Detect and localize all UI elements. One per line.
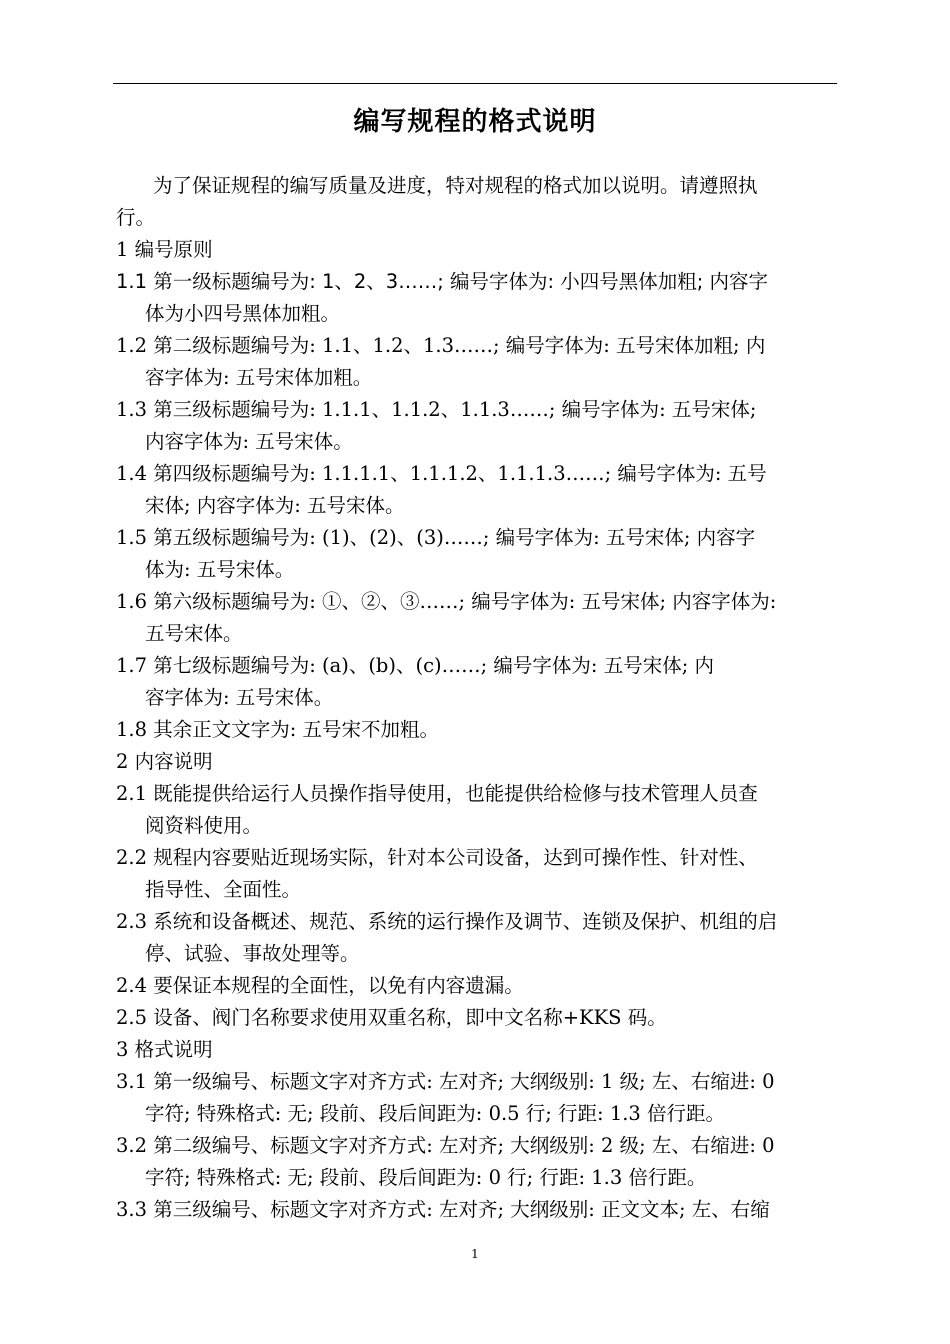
list-item <box>116 650 838 714</box>
list-item: 2.4 要保证本规程的全面性，以免有内容遗漏。 <box>116 974 524 997</box>
item-line: 内容字体为: 五号宋体。 <box>145 430 353 453</box>
item-line: 1.6 第六级标题编号为: ①、②、③……; 编号字体为: 五号宋体; 内容字体为: <box>116 590 777 613</box>
item-line: 1.1 第一级标题编号为: 1、2、3……; 编号字体为: 小四号黑体加粗; 内容字 <box>116 270 769 293</box>
item-line: 2.1 既能提供给运行人员操作指导使用，也能提供给检修与技术管理人员查 <box>116 782 758 805</box>
section-heading-2: 2 内容说明 <box>116 750 213 773</box>
item-line: 2.3 系统和设备概述、规范、系统的运行操作及调节、连锁及保护、机组的启 <box>116 910 778 933</box>
list-item <box>116 458 838 522</box>
list-item <box>116 1130 838 1194</box>
item-line: 3.1 第一级编号、标题文字对齐方式: 左对齐; 大纲级别: 1 级; 左、右缩进: 0 <box>116 1070 775 1093</box>
section-heading-3: 3 格式说明 <box>116 1038 213 1061</box>
item-line: 1.3 第三级标题编号为: 1.1.1、1.1.2、1.1.3……; 编号字体为: 五号宋体; <box>116 398 757 421</box>
item-line: 2.2 规程内容要贴近现场实际，针对本公司设备，达到可操作性、针对性、 <box>116 846 758 869</box>
document-body <box>116 170 838 1226</box>
item-line: 体为小四号黑体加粗。 <box>145 302 341 325</box>
list-item <box>116 906 838 970</box>
item-line: 1.7 第七级标题编号为: (a)、(b)、(c)……; 编号字体为: 五号宋体; 内 <box>116 654 714 677</box>
item-line: 字符; 特殊格式: 无; 段前、段后间距为: 0.5 行; 行距: 1.3 倍行距。 <box>145 1102 726 1125</box>
item-line: 宋体; 内容字体为: 五号宋体。 <box>145 494 405 517</box>
item-line: 停、试验、事故处理等。 <box>145 942 360 965</box>
item-line: 五号宋体。 <box>145 622 243 645</box>
list-item <box>116 842 838 906</box>
list-item <box>116 394 838 458</box>
item-line: 容字体为: 五号宋体加粗。 <box>145 366 373 389</box>
item-line: 1.4 第四级标题编号为: 1.1.1.1、1.1.1.2、1.1.1.3……; 编号字体为: 五号 <box>116 462 767 485</box>
list-item: 2.5 设备、阀门名称要求使用双重名称，即中文名称+KKS 码。 <box>116 1006 667 1029</box>
list-item <box>116 266 838 330</box>
document-title: 编写规程的格式说明 <box>353 107 597 137</box>
page-number: 1 <box>471 1247 479 1261</box>
item-line: 1.2 第二级标题编号为: 1.1、1.2、1.3……; 编号字体为: 五号宋体加粗; 内 <box>116 334 766 357</box>
list-item <box>116 1066 838 1130</box>
item-line: 容字体为: 五号宋体。 <box>145 686 334 709</box>
item-line: 字符; 特殊格式: 无; 段前、段后间距为: 0 行; 行距: 1.3 倍行距。 <box>145 1166 707 1189</box>
list-item: 3.3 第三级编号、标题文字对齐方式: 左对齐; 大纲级别: 正文文本; 左、右缩 <box>116 1198 770 1221</box>
header-rule <box>113 83 837 84</box>
list-item <box>116 586 838 650</box>
list-item <box>116 522 838 586</box>
item-line: 3.2 第二级编号、标题文字对齐方式: 左对齐; 大纲级别: 2 级; 左、右缩进: 0 <box>116 1134 775 1157</box>
list-item <box>116 778 838 842</box>
item-line: 1.5 第五级标题编号为: (1)、(2)、(3)……; 编号字体为: 五号宋体; 内容字 <box>116 526 756 549</box>
item-line: 指导性、全面性。 <box>145 878 302 901</box>
list-item: 1.8 其余正文文字为: 五号宋不加粗。 <box>116 718 439 741</box>
intro-line: 行。 <box>116 206 156 229</box>
item-line: 体为: 五号宋体。 <box>145 558 295 581</box>
intro-line: 为了保证规程的编写质量及进度，特对规程的格式加以说明。请遵照执 <box>153 174 758 197</box>
intro-paragraph <box>116 170 838 234</box>
section-heading-1: 1 编号原则 <box>116 238 213 261</box>
list-item <box>116 330 838 394</box>
item-line: 阅资料使用。 <box>145 814 263 837</box>
